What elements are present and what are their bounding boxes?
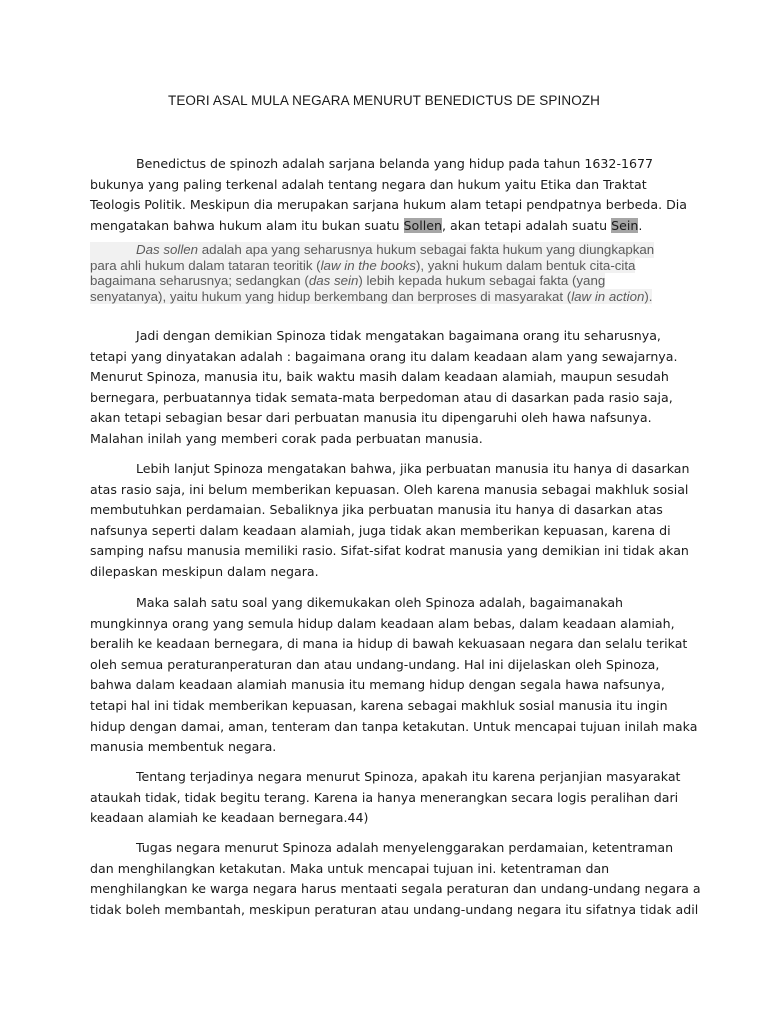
paragraph-line: tetapi hal ini tidak memberikan kepuasan, karena sebagai makhluk sosial manusia itu ingin — [90, 697, 668, 713]
text-run: . — [638, 217, 643, 233]
text-run: mengatakan bahwa hukum alam itu bukan suatu — [90, 217, 404, 233]
paragraph-line: Benedictus de spinozh adalah sarjana belanda yang hidup pada tahun 1632-1677 — [136, 156, 654, 171]
quote-line — [90, 242, 654, 258]
paragraph-6 — [90, 838, 701, 920]
paragraph-line: Tugas negara menurut Spinoza adalah menyelenggarakan perdamaian, ketentraman — [136, 840, 674, 855]
italic-term: Das sollen — [136, 242, 199, 257]
quoted-block — [90, 242, 680, 304]
text-run: adalah apa yang seharusnya hukum sebagai fakta hukum yang diungkapkan — [198, 242, 655, 257]
paragraph-line: Menurut Spinoza, manusia itu, baik waktu masih dalam keadaan alamiah, maupun sesudah — [90, 369, 669, 385]
paragraph-3 — [90, 459, 690, 583]
quote-line — [90, 273, 605, 289]
highlight-sollen: Sollen — [403, 217, 442, 233]
quote-line — [90, 258, 635, 274]
text-run: ), yakni hukum dalam bentuk cita-cita — [415, 257, 636, 273]
paragraph-line: Lebih lanjut Spinoza mengatakan bahwa, jika perbuatan manusia itu hanya di dasarkan — [136, 461, 690, 476]
paragraph-line: atas rasio saja, ini belum memberikan kepuasan. Oleh karena manusia sebagai makhluk sosial — [90, 481, 689, 497]
paragraph-5 — [90, 767, 680, 829]
paragraph-line — [90, 216, 680, 237]
paragraph-line: nafsunya seperti dalam keadaan alamiah, juga tidak akan memberikan kepuasan, karena di — [90, 522, 671, 538]
document-title: TEORI ASAL MULA NEGARA MENURUT BENEDICTUS DE SPINOZH — [167, 93, 601, 108]
text-run: ). — [644, 288, 653, 304]
paragraph-line: dilepaskan meskipun dalam negara. — [90, 563, 319, 579]
paragraph-line: menghilangkan ke warga negara harus mentaati segala peraturan dan undang-undang negara a — [90, 881, 701, 897]
paragraph-line: dan menghilangkan ketakutan. Maka untuk mencapai tujuan ini. ketentraman dan — [90, 860, 610, 876]
paragraph-line: keadaan alamiah ke keadaan bernegara.44) — [90, 810, 369, 826]
text-run: para ahli hukum dalam tataran teoritik ( — [90, 257, 321, 273]
italic-term: das sein — [308, 273, 359, 289]
paragraph-line: manusia membentuk negara. — [90, 739, 277, 755]
paragraph-line: hidup dengan damai, aman, tenteram dan tanpa ketakutan. Untuk mencapai tujuan inilah maka — [90, 718, 698, 734]
paragraph-line: akan tetapi sebagian besar dari perbuatan manusia itu dipengaruhi oleh hawa nafsunya. — [90, 410, 652, 426]
paragraph-line: beralih ke keadaan bernegara, di mana ia hidup di bawah kekuasaan negara dan selalu terikat — [90, 636, 688, 652]
paragraph-line: samping nafsu manusia memiliki rasio. Sifat-sifat kodrat manusia yang demikian ini tidak akan — [90, 543, 689, 559]
paragraph-line: Maka salah satu soal yang dikemukakan oleh Spinoza adalah, bagaimanakah — [136, 595, 624, 610]
paragraph-line: tidak boleh membantah, meskipun peraturan atau undang-undang negara itu sifatnya tidak adil — [90, 901, 699, 917]
italic-term: law in the books — [320, 257, 416, 273]
paragraph-1 — [90, 154, 688, 236]
paragraph-line: bukunya yang paling terkenal adalah tentang negara dan hukum yaitu Etika dan Traktat — [90, 176, 647, 192]
paragraph-line: Malahan inilah yang memberi corak pada perbuatan manusia. — [90, 430, 483, 446]
paragraph-line: membutuhkan perdamaian. Sebaliknya jika perbuatan manusia itu hanya di dasarkan atas — [90, 502, 663, 518]
paragraph-line: ataukah tidak, tidak begitu terang. Karena ia hanya menerangkan secara logis peralihan dari — [90, 789, 679, 805]
paragraph-4 — [90, 593, 698, 758]
text-run: senyatanya), yaitu hukum yang hidup berkembang dan berproses di masyarakat ( — [90, 288, 572, 304]
quote-line — [90, 289, 652, 305]
paragraph-line: bernegara, perbuatannya tidak semata-mata berpedoman atau di dasarkan pada rasio saja, — [90, 389, 673, 405]
paragraph-line: Teologis Politik. Meskipun dia merupakan sarjana hukum alam tetapi pendpatnya berbeda. Dia — [90, 197, 688, 213]
paragraph-2 — [90, 326, 680, 450]
text-run: bagaimana seharusnya; sedangkan ( — [90, 273, 309, 289]
paragraph-line: oleh semua peraturanperaturan dan atau undang-undang. Hal ini dijelaskan oleh Spinoza, — [90, 656, 660, 672]
paragraph-line: mungkinnya orang yang semula hidup dalam keadaan alam bebas, dalam keadaan alamiah, — [90, 615, 675, 631]
paragraph-line: bahwa dalam keadaan alamiah manusia itu memang hidup dengan segala hawa nafsunya, — [90, 677, 665, 693]
paragraph-line: tetapi yang dinyatakan adalah : bagaimana orang itu dalam keadaan alam yang sewajarnya. — [90, 348, 678, 364]
text-run: ) lebih kepada hukum sebagai fakta (yang — [358, 273, 606, 289]
paragraph-line: Tentang terjadinya negara menurut Spinoza, apakah itu karena perjanjian masyarakat — [136, 769, 681, 784]
text-run: , akan tetapi adalah suatu — [441, 217, 612, 233]
italic-term: law in action — [571, 288, 645, 304]
highlight-sein: Sein — [611, 217, 639, 233]
paragraph-line: Jadi dengan demikian Spinoza tidak mengatakan bagaimana orang itu seharusnya, — [136, 328, 661, 343]
